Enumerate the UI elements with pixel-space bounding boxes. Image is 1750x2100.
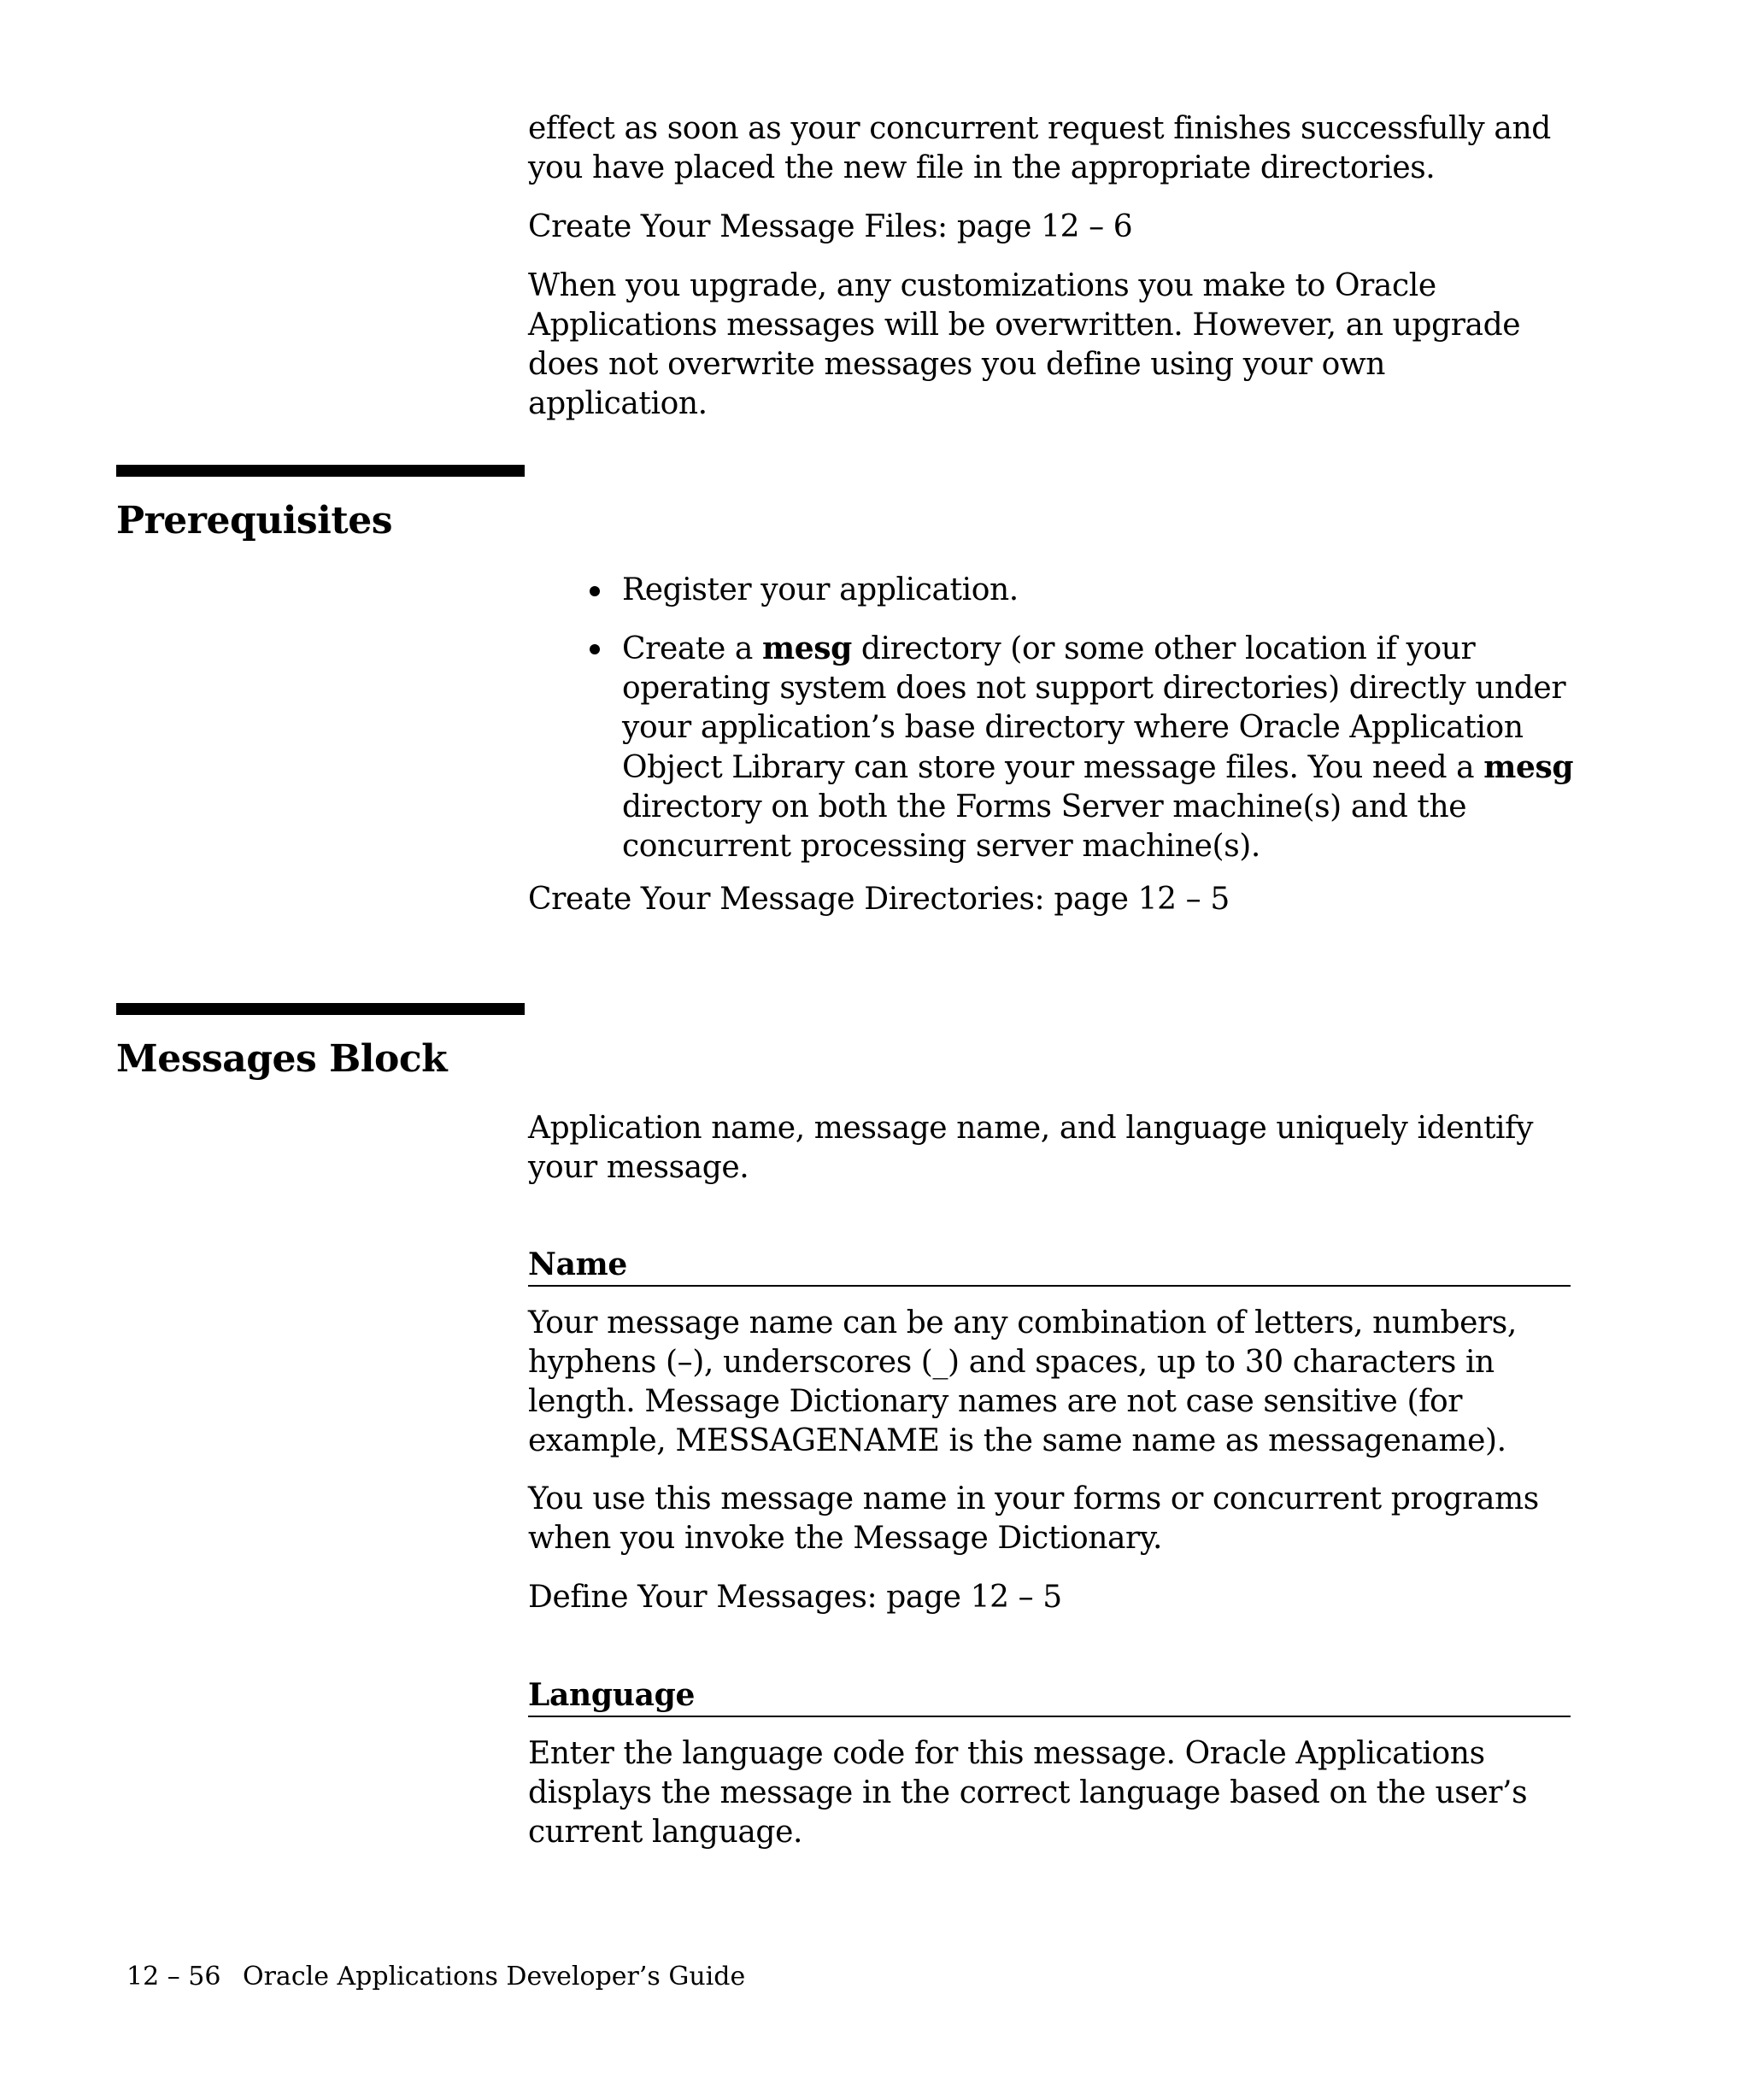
prerequisites-xref: Create Your Message Directories: page 12 – 5 — [528, 882, 1230, 917]
name-paragraph-1: Your message name can be any combination of letters, numbers, hyphens (–), underscores (_) and spaces, up to 30 characters in length. Message Dictionary names are not case sensitive (for example, MESSAGENAME is the same name as messagename). — [528, 1305, 1517, 1458]
intro-paragraph-2: When you upgrade, any customizations you make to Oracle Applications messages will be overwritten. However, an upgrade does not overwrite messages you define using your own application. — [528, 268, 1521, 421]
prerequisites-heading: Prerequisites — [116, 499, 392, 543]
messages-block-rule — [116, 1003, 525, 1015]
messages-block-heading: Messages Block — [116, 1037, 448, 1081]
bullet-text-part-3: directory on both the Forms Server machine(s) and the concurrent processing server machine(s). — [622, 789, 1467, 864]
name-paragraph-2: You use this message name in your forms or concurrent programs when you invoke the Message Dictionary. — [528, 1481, 1539, 1556]
bullet-icon — [590, 586, 600, 596]
list-item — [528, 571, 1579, 610]
prerequisites-rule — [116, 465, 525, 477]
intro-paragraph-1: effect as soon as your concurrent request finishes successfully and you have placed the new file in the appropriate directories. — [528, 111, 1551, 185]
language-subheading: Language — [528, 1676, 1571, 1717]
messages-block-intro: Application name, message name, and language uniquely identify your message. — [528, 1111, 1534, 1185]
intro-xref: Create Your Message Files: page 12 – 6 — [528, 209, 1133, 244]
bullet-text-part-2: directory (or some other location if your operating system does not support directories) directly under your application’s base directory where Oracle Application Object Library can store your message files. You need a — [622, 631, 1566, 785]
mesg-term: mesg — [1483, 749, 1574, 785]
name-subheading: Name — [528, 1246, 1571, 1287]
page-number: 12 – 56 — [126, 1962, 221, 1991]
name-xref: Define Your Messages: page 12 – 5 — [528, 1580, 1062, 1615]
bullet-text-part-1: Create a — [622, 631, 763, 666]
mesg-term: mesg — [762, 631, 852, 666]
list-item — [528, 629, 1579, 866]
page-footer — [126, 1962, 745, 1992]
bullet-text: Register your application. — [622, 572, 1019, 607]
language-paragraph-1: Enter the language code for this message. Oracle Applications displays the message in the correct language based on the user’s current language. — [528, 1736, 1528, 1850]
prerequisites-list — [528, 571, 1579, 866]
book-title: Oracle Applications Developer’s Guide — [243, 1962, 746, 1991]
bullet-icon — [590, 644, 600, 654]
